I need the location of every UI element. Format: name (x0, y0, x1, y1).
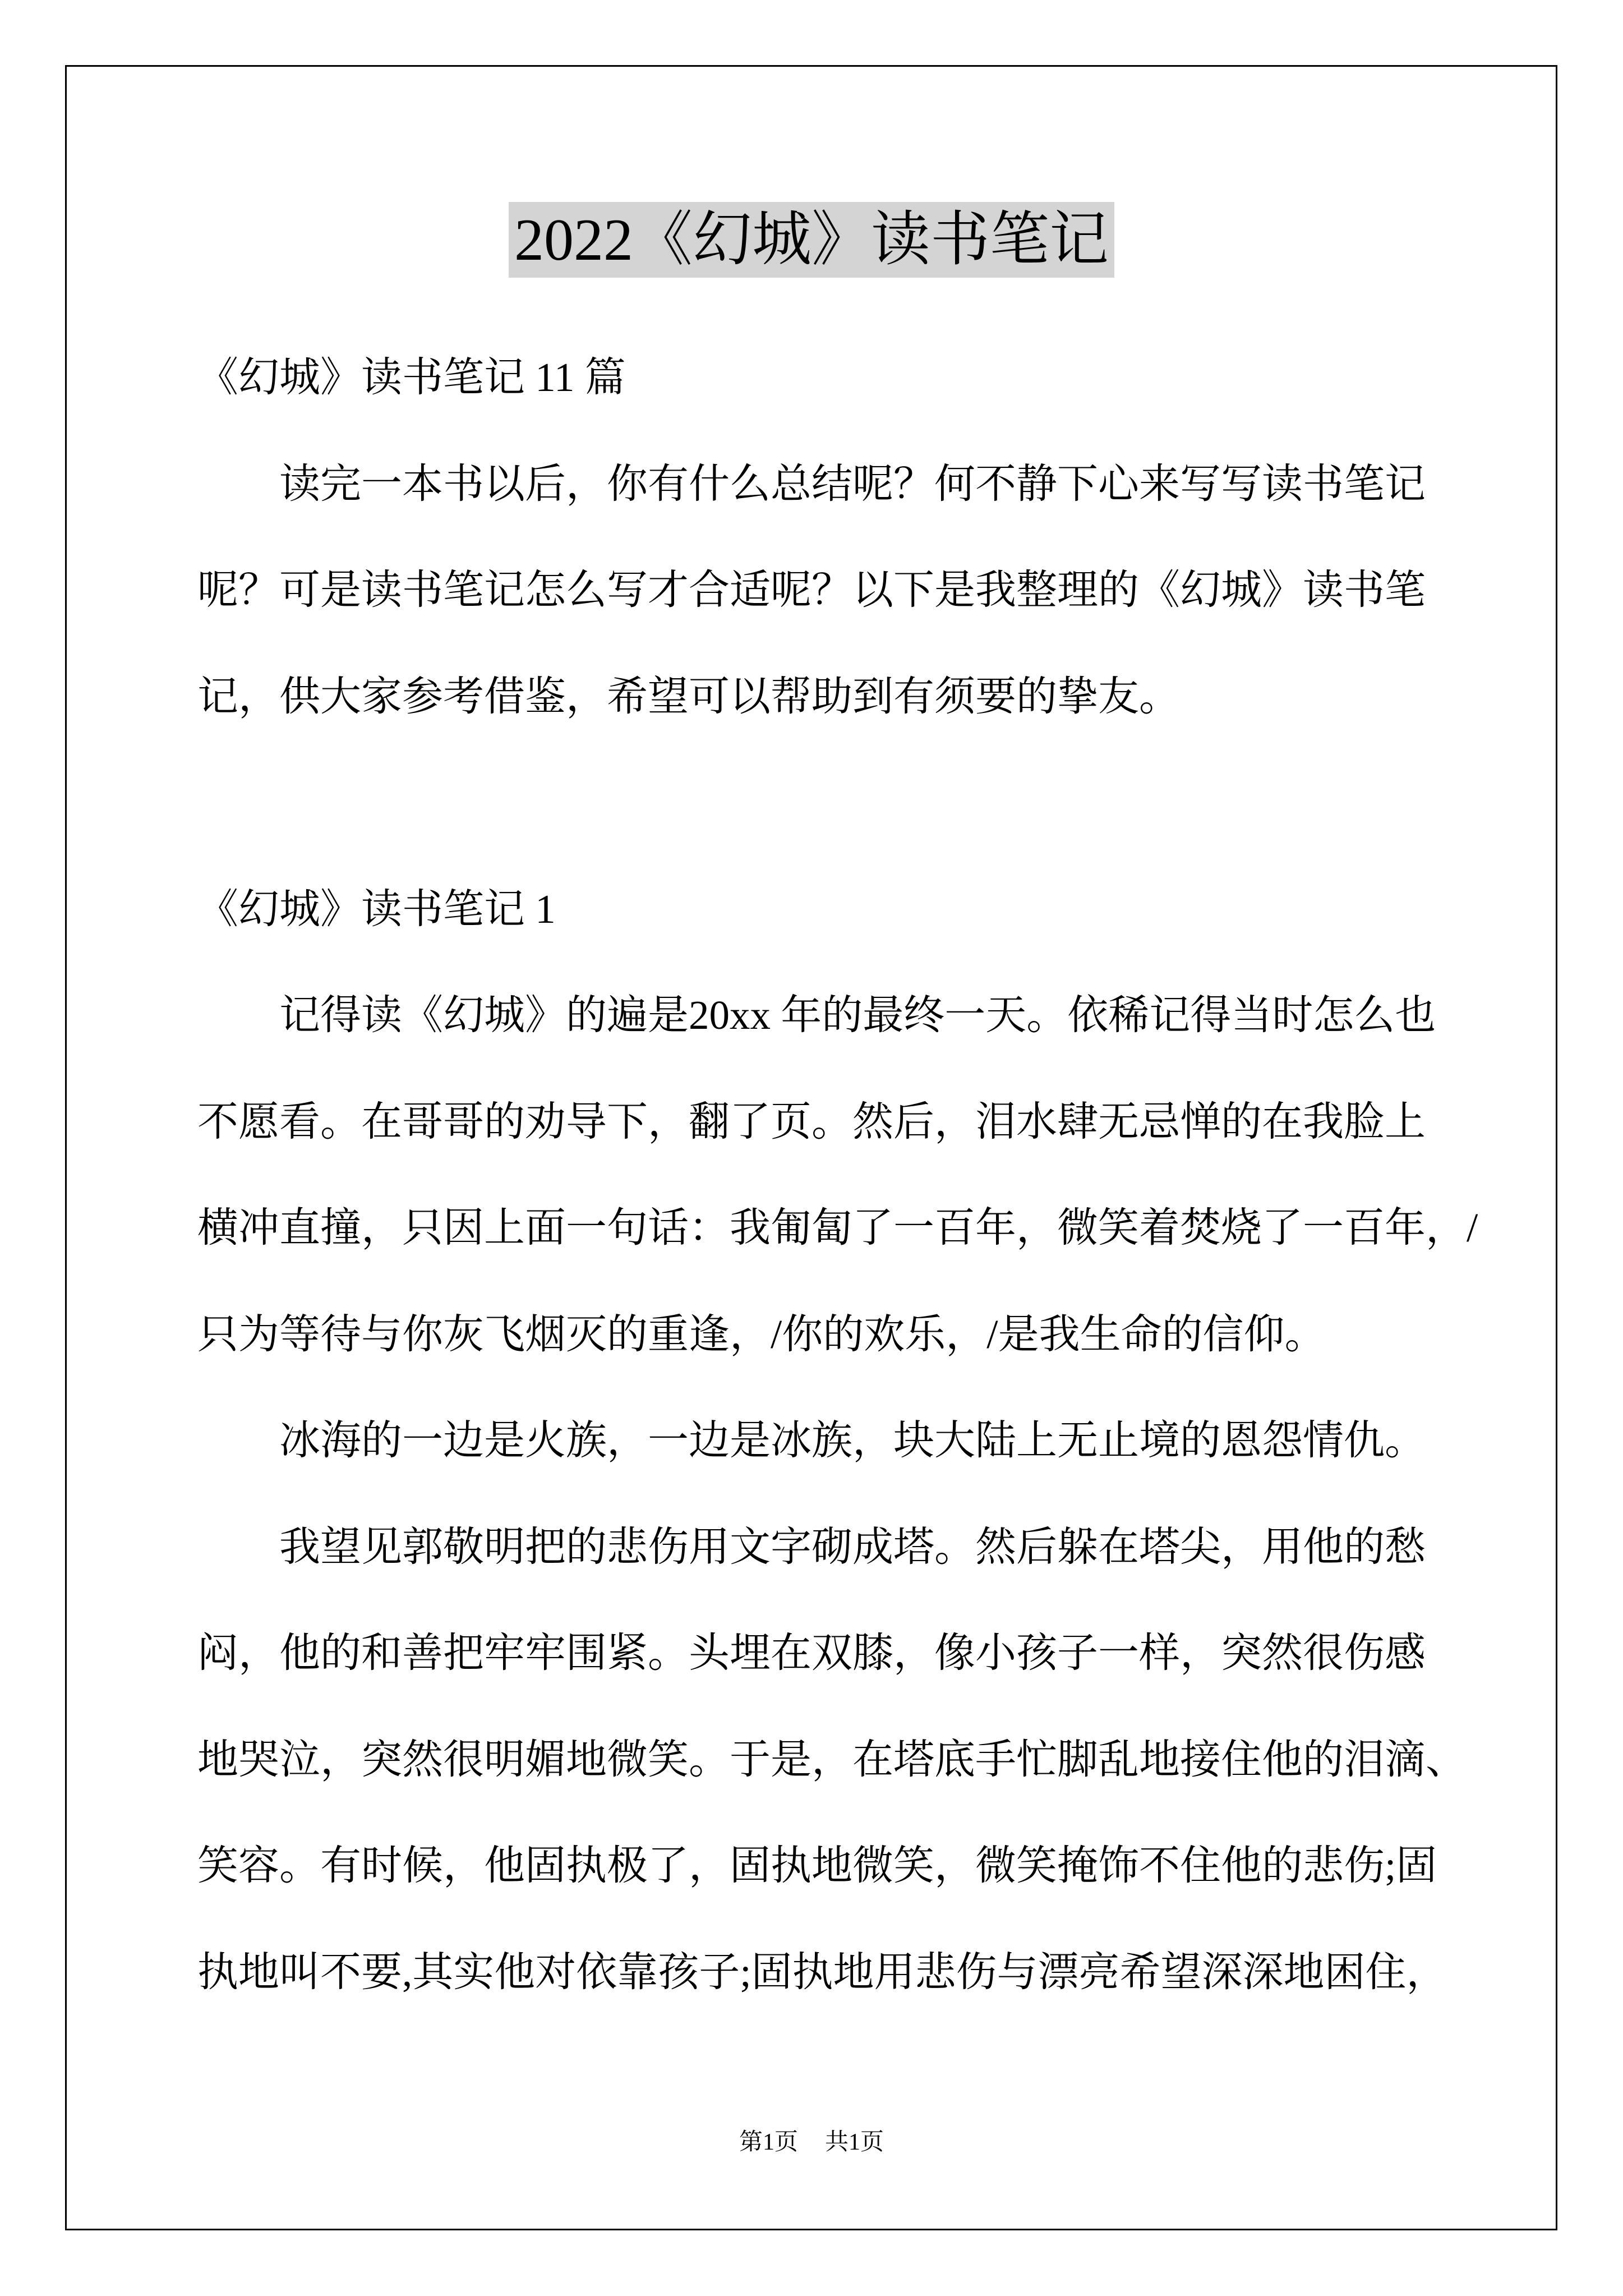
title-block (0, 202, 1623, 278)
paragraph-line: 横冲直撞，只因上面一句话：我匍匐了一百年，微笑着焚烧了一百年，/ (197, 1205, 1478, 1250)
collection-heading: 《幻城》读书笔记 11 篇 (197, 355, 626, 400)
paragraph-line: 记得读《幻城》的遍是20xx 年的最终一天。依稀记得当时怎么也 (279, 992, 1436, 1038)
intro-paragraph (197, 431, 1426, 750)
paragraph-line: 执地叫不要,其实他对依靠孩子;固执地用悲伤与漂亮希望深深地困住， (197, 1949, 1447, 1995)
document-title: 2022《幻城》读书笔记 (509, 202, 1114, 278)
paragraph-line: 笑容。有时候，他固执极了，固执地微笑，微笑掩饰不住他的悲伤;固 (197, 1843, 1437, 1888)
paragraph-line: 记，供大家参考借鉴，希望可以帮助到有须要的挚友。 (197, 673, 1180, 719)
paragraph-line: 不愿看。在哥哥的劝导下，翻了页。然后，泪水肆无忌惮的在我脸上 (197, 1098, 1426, 1144)
paragraph-line: 地哭泣，突然很明媚地微笑。于是，在塔底手忙脚乱地接住他的泪滴、 (197, 1736, 1467, 1782)
paragraph-line: 冰海的一边是火族，一边是冰族，块大陆上无止境的恩怨情仇。 (279, 1418, 1426, 1463)
body-paragraph (197, 1494, 1467, 2026)
body-paragraph (197, 962, 1478, 1387)
paragraph-line: 闷，他的和善把牢牢围紧。头埋在双膝，像小孩子一样，突然很伤感 (197, 1630, 1426, 1676)
document-body (197, 324, 1478, 2025)
body-paragraph (197, 1387, 1426, 1494)
paragraph-line: 读完一本书以后，你有什么总结呢？何不静下心来写写读书笔记 (279, 461, 1426, 507)
paragraph-line: 我望见郭敬明把的悲伤用文字砌成塔。然后躲在塔尖，用他的愁 (279, 1524, 1426, 1570)
page-number: 第1页 (739, 2129, 798, 2155)
note-heading: 《幻城》读书笔记 1 (197, 886, 556, 932)
paragraph-line: 呢？可是读书笔记怎么写才合适呢？以下是我整理的《幻城》读书笔 (197, 567, 1426, 613)
page-footer (0, 2125, 1623, 2159)
page-total: 共1页 (825, 2129, 884, 2155)
paragraph-line: 只为等待与你灰飞烟灭的重逢，/你的欢乐，/是我生命的信仰。 (197, 1311, 1326, 1357)
